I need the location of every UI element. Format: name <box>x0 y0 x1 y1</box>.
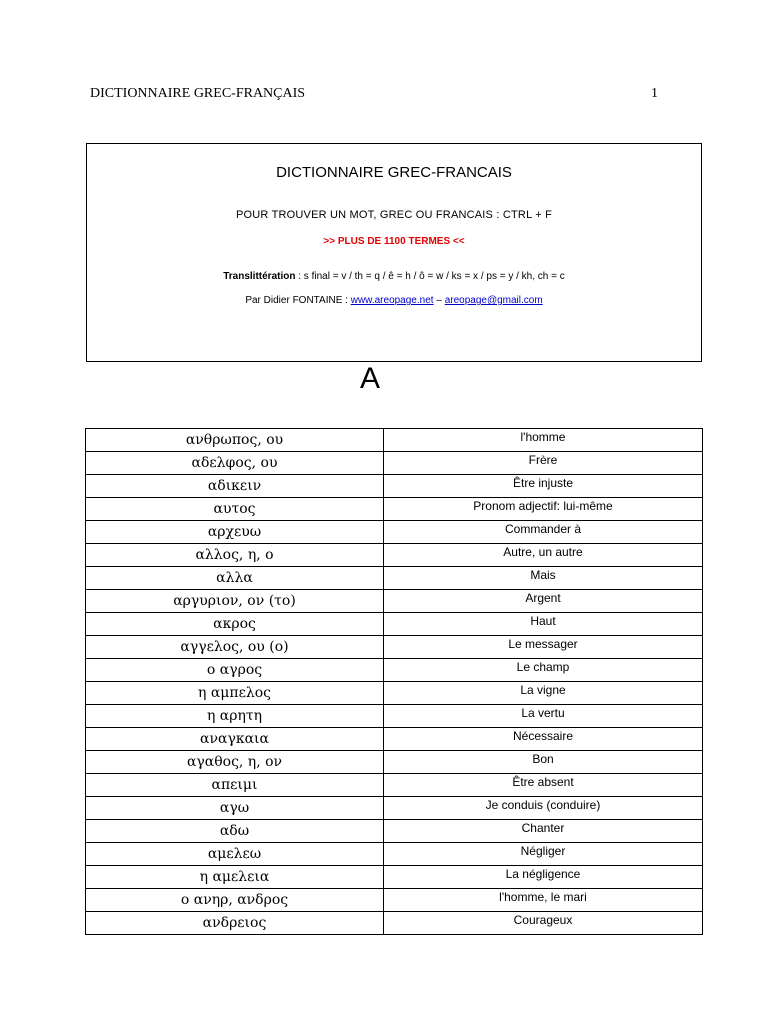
french-translation: Négliger <box>384 843 703 866</box>
greek-term: η αμπελος <box>86 682 384 705</box>
table-row <box>86 636 703 659</box>
table-row <box>86 567 703 590</box>
french-translation: Haut <box>384 613 703 636</box>
transliteration-label: Translittération <box>223 271 296 282</box>
author-credit: Par Didier FONTAINE : <box>245 295 351 306</box>
transliteration-line <box>87 271 701 282</box>
greek-term: αλλος, η, ο <box>86 544 384 567</box>
french-translation: Le messager <box>384 636 703 659</box>
greek-term: αγω <box>86 797 384 820</box>
greek-term: αγγελος, ου (ο) <box>86 636 384 659</box>
table-row <box>86 452 703 475</box>
link-separator: – <box>433 295 445 306</box>
french-translation: La vertu <box>384 705 703 728</box>
email-link[interactable]: areopage@gmail.com <box>444 295 543 306</box>
table-row <box>86 751 703 774</box>
running-header <box>90 86 658 102</box>
table-row <box>86 866 703 889</box>
greek-term: ακρος <box>86 613 384 636</box>
french-translation: Frère <box>384 452 703 475</box>
table-row <box>86 728 703 751</box>
table-row <box>86 889 703 912</box>
french-translation: Argent <box>384 590 703 613</box>
table-row <box>86 613 703 636</box>
greek-term: η αρητη <box>86 705 384 728</box>
table-row <box>86 498 703 521</box>
french-translation: Le champ <box>384 659 703 682</box>
french-translation: l'homme <box>384 429 703 452</box>
dictionary-table <box>85 428 703 935</box>
greek-term: η αμελεια <box>86 866 384 889</box>
greek-term: απειμι <box>86 774 384 797</box>
table-row <box>86 797 703 820</box>
greek-term: αμελεω <box>86 843 384 866</box>
credits-line <box>87 295 701 306</box>
table-row <box>86 544 703 567</box>
title-box <box>86 143 702 362</box>
greek-term: αδω <box>86 820 384 843</box>
greek-term: ανθρωπος, ου <box>86 429 384 452</box>
running-header-title: DICTIONNAIRE GREC-FRANÇAIS <box>90 86 306 101</box>
page-number: 1 <box>651 86 658 101</box>
french-translation: La négligence <box>384 866 703 889</box>
table-row <box>86 429 703 452</box>
greek-term: αυτος <box>86 498 384 521</box>
website-link[interactable]: www.areopage.net <box>350 295 434 306</box>
french-translation: Commander à <box>384 521 703 544</box>
table-row <box>86 843 703 866</box>
french-translation: Bon <box>384 751 703 774</box>
greek-term: αργυριον, ον (το) <box>86 590 384 613</box>
french-translation: Pronom adjectif: lui-même <box>384 498 703 521</box>
table-row <box>86 820 703 843</box>
greek-term: αδελφος, ου <box>86 452 384 475</box>
table-row <box>86 590 703 613</box>
greek-term: ανδρειος <box>86 912 384 935</box>
table-row <box>86 682 703 705</box>
french-translation: Nécessaire <box>384 728 703 751</box>
greek-term: αρχευω <box>86 521 384 544</box>
french-translation: Je conduis (conduire) <box>384 797 703 820</box>
french-translation: l'homme, le mari <box>384 889 703 912</box>
french-translation: La vigne <box>384 682 703 705</box>
french-translation: Autre, un autre <box>384 544 703 567</box>
table-row <box>86 475 703 498</box>
greek-term: αγαθος, η, ον <box>86 751 384 774</box>
french-translation: Mais <box>384 567 703 590</box>
french-translation: Courageux <box>384 912 703 935</box>
dictionary-title: DICTIONNAIRE GREC-FRANCAIS <box>276 164 512 181</box>
section-letter: A <box>359 362 380 395</box>
greek-term: ο ανηρ, ανδρος <box>86 889 384 912</box>
transliteration-rules: : s final = v / th = q / ê = h / ô = w / ks = x / ps = y / kh, ch = c <box>295 271 565 282</box>
table-row <box>86 705 703 728</box>
french-translation: Être absent <box>384 774 703 797</box>
greek-term: αδικειν <box>86 475 384 498</box>
french-translation: Être injuste <box>384 475 703 498</box>
search-hint: POUR TROUVER UN MOT, GREC OU FRANCAIS : CTRL + F <box>235 209 553 221</box>
table-row <box>86 521 703 544</box>
table-row <box>86 659 703 682</box>
french-translation: Chanter <box>384 820 703 843</box>
greek-term: αναγκαια <box>86 728 384 751</box>
table-row <box>86 912 703 935</box>
term-count-banner: >> PLUS DE 1100 TERMES << <box>323 236 465 247</box>
greek-term: αλλα <box>86 567 384 590</box>
greek-term: ο αγρος <box>86 659 384 682</box>
table-row <box>86 774 703 797</box>
